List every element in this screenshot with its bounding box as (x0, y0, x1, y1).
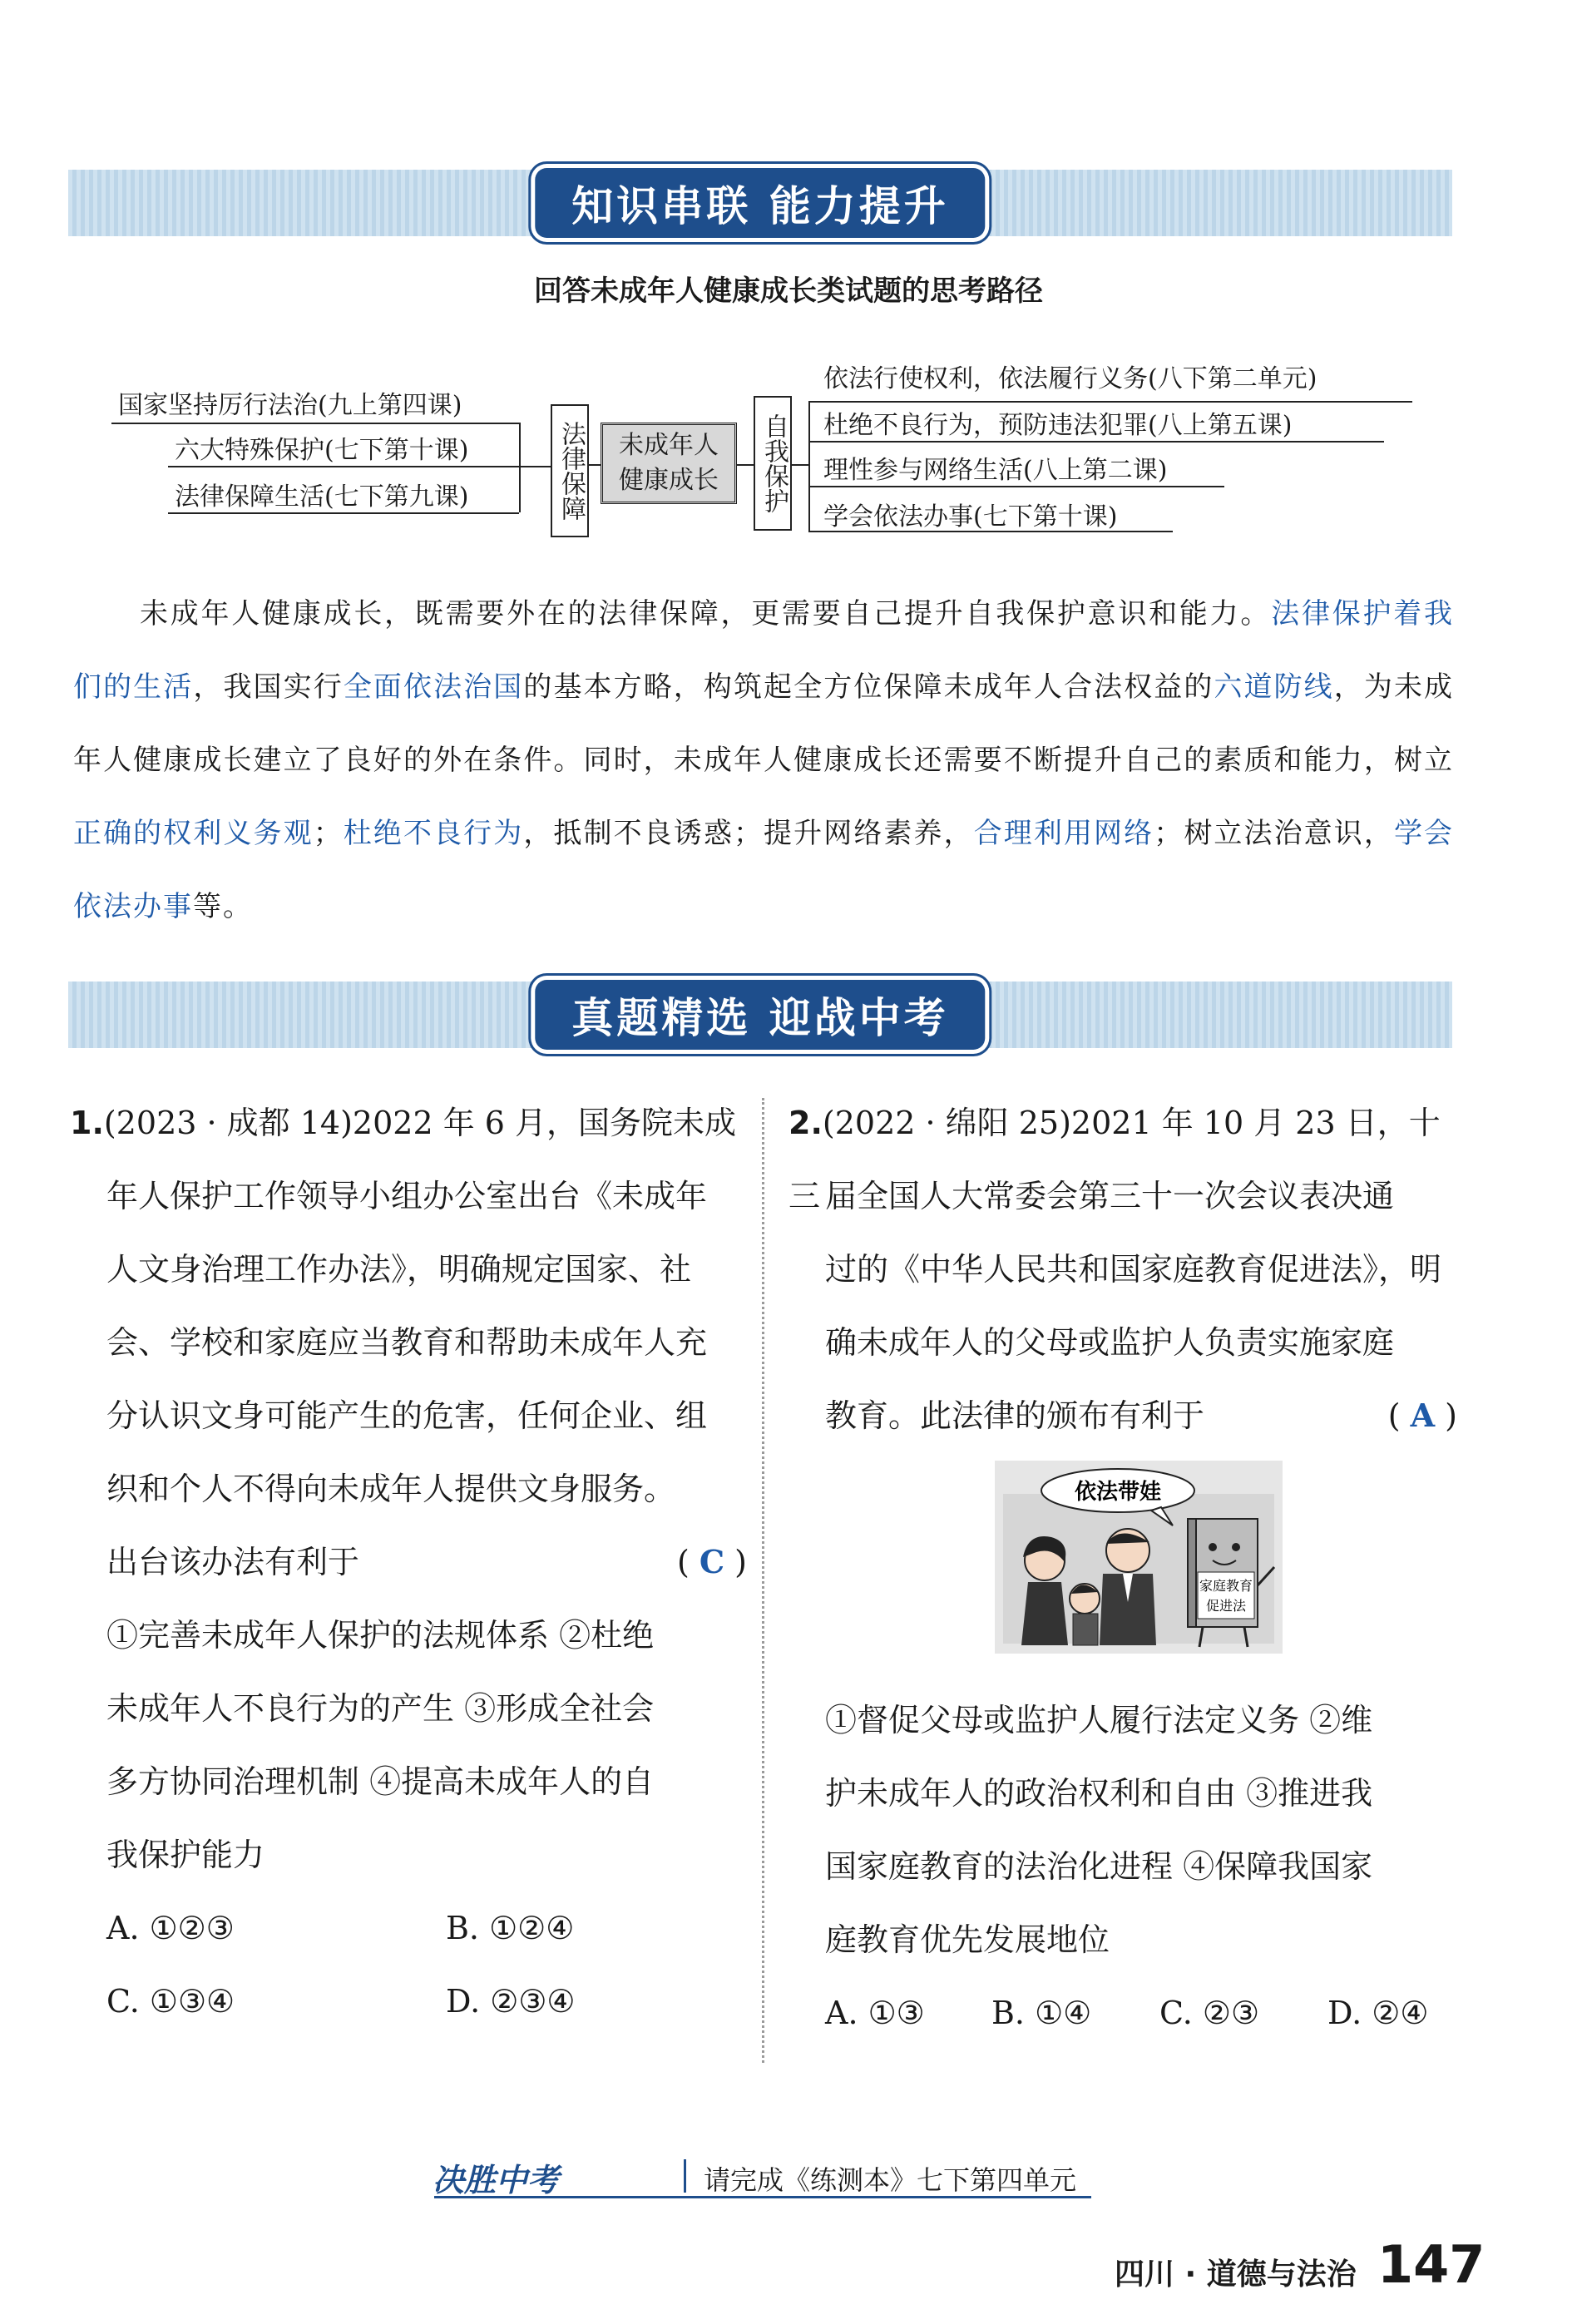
q1-statement-2: 未成年人不良行为的产生 ③形成全社会 (106, 1690, 655, 1727)
q1-line-2: 年人保护工作领导小组办公室出台《未成年 (106, 1178, 708, 1214)
center-box (601, 423, 737, 504)
q1-line-6: 织和个人不得向未成年人提供文身服务。 (106, 1471, 676, 1507)
section-band-knowledge (68, 170, 1452, 236)
q1-line-3: 人文身治理工作办法》，明确规定国家、社 (106, 1251, 692, 1288)
self-protection-label: 自我保护 (759, 413, 788, 513)
para-highlight-6: 合理利用网络 (973, 817, 1154, 850)
para-text-8: 等。 (193, 890, 253, 923)
footer-logo: 决胜中考 (433, 2162, 560, 2198)
q1-line-1: (2023 · 成都 14)2022 年 6 月，国务院未成 (103, 1105, 737, 1141)
self-protection-box (754, 396, 792, 531)
left-item-2: 六大特殊保护(七下第十课) (175, 436, 469, 465)
book-label-1: 家庭教育 (1199, 1578, 1253, 1594)
q2-option-c: C. ②③ (1159, 1995, 1260, 2031)
para-text-4: ，为未成年人健康成长建立了良好的外在条件。同时，未成年人健康成长还需要不断提升自己的素质和能力，树立 (73, 670, 1455, 777)
q1-option-d: D. ②③④ (446, 1983, 576, 2020)
q1-statement-3: 多方协同治理机制 ④提高未成年人的自 (106, 1763, 655, 1800)
q2-statement-3: 国家庭教育的法治化进程 ④保障我国家 (825, 1848, 1373, 1885)
q1-statement-4: 我保护能力 (106, 1837, 265, 1873)
q2-answer: A (1410, 1397, 1436, 1434)
q1-stem-end: 出台该办法有利于 (106, 1544, 360, 1580)
para-text-3: 的基本方略，构筑起全方位保障未成年人合法权益的 (523, 670, 1214, 704)
page-number: 147 (1377, 2234, 1486, 2295)
left-item-1: 国家坚持厉行法治(九上第四课) (118, 391, 462, 420)
right-item-3: 理性参与网络生活(八上第二课) (823, 456, 1168, 485)
book-label-2: 促进法 (1205, 1598, 1247, 1614)
legal-protection-box (551, 404, 589, 537)
q1-line-5: 分认识文身可能产生的危害，任何企业、组 (106, 1397, 708, 1434)
right-item-4: 学会依法办事(七下第十课) (823, 502, 1118, 532)
q2-statement-1: ①督促父母或监护人履行法定义务 ②维 (825, 1702, 1373, 1738)
q1-line-4: 会、学校和家庭应当教育和帮助未成年人充 (106, 1324, 708, 1361)
q2-statement-4: 庭教育优先发展地位 (825, 1921, 1110, 1958)
para-highlight-4: 正确的权利义务观 (73, 817, 314, 850)
q2-line-2: 届全国人大常委会第三十一次会议表决通 (825, 1178, 1395, 1214)
footer-instruction: 请完成《练测本》七下第四单元 (704, 2164, 1077, 2196)
q1-option-a: A. ①②③ (106, 1910, 235, 1946)
para-highlight-1: 法律保护着我们的生活 (73, 597, 1454, 704)
para-highlight-3: 六道防线 (1214, 670, 1334, 704)
q2-option-a: A. ①③ (825, 1995, 925, 2031)
q1-option-c: C. ①③④ (106, 1983, 235, 2020)
q1-option-b: B. ①②④ (446, 1910, 575, 1946)
column-divider (762, 1098, 764, 2063)
para-text-2: ，我国实行 (193, 670, 344, 704)
q2-line-1: (2022 · 绵阳 25)2021 年 10 月 23 日，十三 (788, 1105, 1441, 1214)
center-line-1: 未成年人 (619, 431, 719, 460)
para-text-1: 未成年人健康成长，既需要外在的法律保障，更需要自己提升自我保护意识和能力。 (140, 597, 1272, 630)
family-law-cartoon (995, 1461, 1283, 1654)
q1-answer: C (699, 1543, 725, 1580)
question-number: 1. (70, 1105, 104, 1141)
page-region: 四川 · 道德与法治 (1115, 2257, 1357, 2292)
speech-bubble-text: 依法带娃 (1074, 1480, 1162, 1505)
question-number: 2. (788, 1105, 823, 1141)
section-title: 知识串联 能力提升 (535, 168, 985, 238)
q1-statement-1: ①完善未成年人保护的法规体系 ②杜绝 (106, 1617, 655, 1654)
q2-option-b: B. ①④ (991, 1995, 1092, 2031)
center-line-2: 健康成长 (619, 466, 719, 495)
q2-line-4: 确未成年人的父母或监护人负责实施家庭 (825, 1324, 1395, 1361)
q2-option-d: D. ②④ (1327, 1995, 1429, 2031)
summary-paragraph (73, 577, 1454, 943)
legal-protection-label: 法律保障 (556, 421, 586, 521)
right-item-2: 杜绝不良行为，预防违法犯罪(八上第五课) (823, 411, 1293, 440)
q2-line-3: 过的《中华人民共和国家庭教育促进法》，明 (825, 1251, 1442, 1288)
para-text-7: ；树立法治意识， (1154, 817, 1394, 850)
q2-stem-end: 教育。此法律的颁布有利于 (825, 1397, 1205, 1434)
section-band-exam (68, 982, 1452, 1048)
footer-separator (684, 2159, 686, 2193)
para-highlight-5: 杜绝不良行为 (343, 817, 524, 850)
para-highlight-7: 学会依法办事 (73, 817, 1455, 923)
footer-underline (434, 2196, 1091, 2198)
right-item-1: 依法行使权利，依法履行义务(八下第二单元) (823, 364, 1317, 393)
para-text-6: ，抵制不良诱惑；提升网络素养， (523, 817, 974, 850)
q2-statement-2: 护未成年人的政治权利和自由 ③推进我 (825, 1775, 1373, 1812)
section-title: 真题精选 迎战中考 (535, 980, 985, 1050)
diagram-subtitle: 回答未成年人健康成长类试题的思考路径 (534, 274, 1043, 308)
para-text-5: ； (313, 817, 344, 850)
left-item-3: 法律保障生活(七下第九课) (175, 482, 469, 512)
para-highlight-2: 全面依法治国 (343, 670, 524, 704)
